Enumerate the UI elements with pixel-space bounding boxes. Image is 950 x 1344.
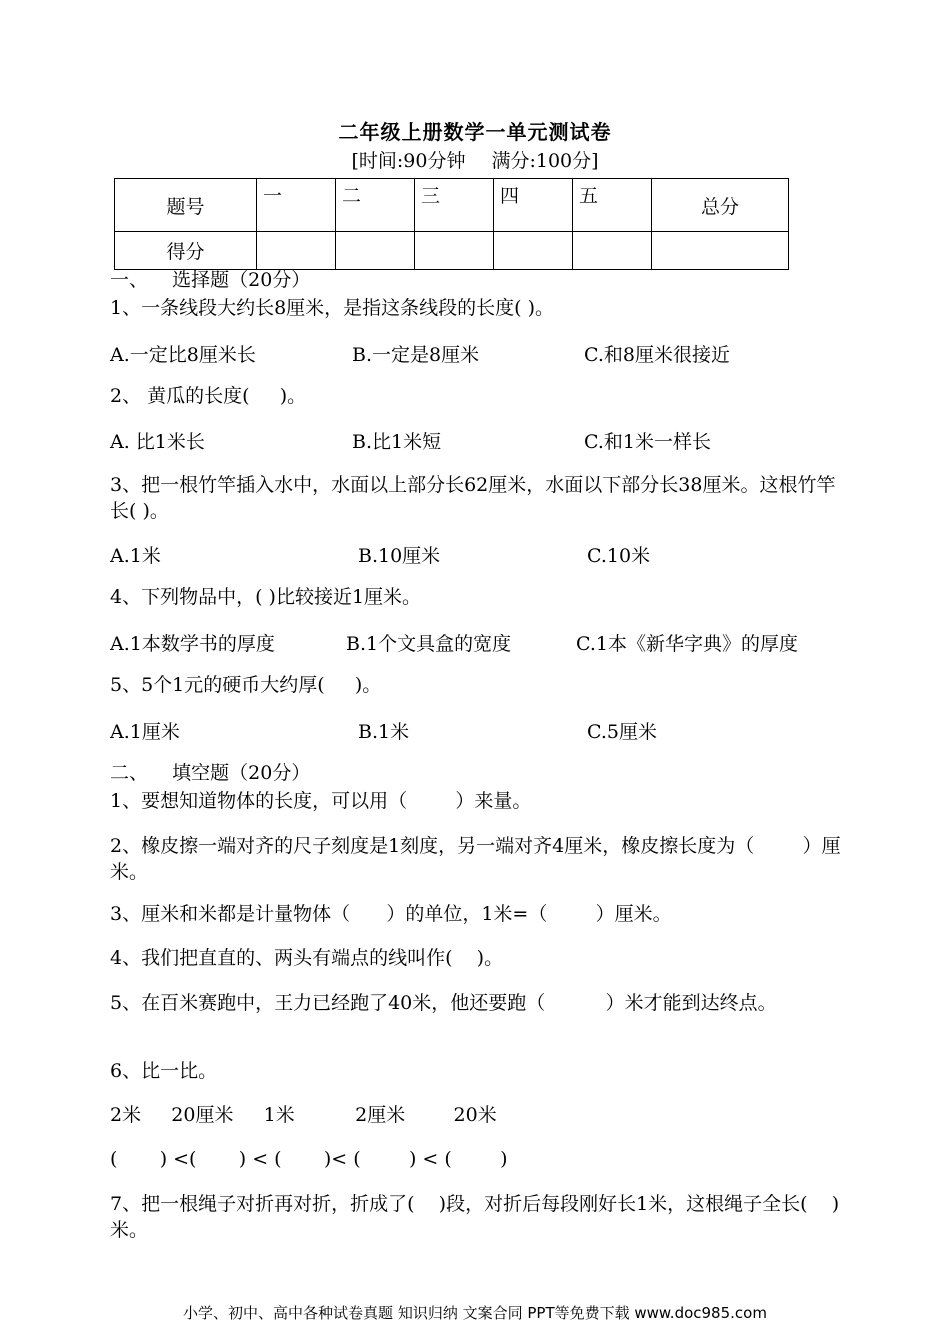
total-score-cell[interactable]	[652, 232, 789, 270]
question-text: 4、下列物品中，( )比较接近1厘米。	[110, 586, 422, 608]
question-text: 1、一条线段大约长8厘米，是指这条线段的长度( )。	[110, 297, 555, 319]
option-c: C.1本《新华字典》的厚度	[576, 633, 798, 655]
fill-question: 5、在百米赛跑中，王力已经跑了40米，他还要跑（ ）米才能到达终点。	[110, 992, 777, 1014]
column-5-label: 五	[573, 179, 652, 232]
question-text: 2、 黄瓜的长度( )。	[110, 385, 307, 407]
option-c: C.10米	[587, 545, 651, 567]
column-3-label: 三	[415, 179, 494, 232]
option-c: C.和8厘米很接近	[584, 344, 730, 366]
option-a: A.一定比8厘米长	[110, 344, 256, 366]
question-text: 5、5个1元的硬币大约厚( )。	[110, 674, 382, 696]
column-1-label: 一	[257, 179, 336, 232]
question-number-header: 题号	[115, 179, 257, 232]
score-table-score-row	[115, 232, 789, 270]
option-b: B.一定是8厘米	[352, 344, 480, 366]
fill-question: 6、比一比。	[110, 1060, 218, 1082]
page-footer: 小学、初中、高中各种试卷真题 知识归纳 文案合同 PPT等免费下载 www.doc985.com	[183, 1304, 767, 1322]
score-row-header: 得分	[115, 232, 257, 270]
option-a: A.1米	[110, 545, 161, 567]
column-4-label: 四	[494, 179, 573, 232]
section-2-heading: 二、 填空题（20分）	[110, 762, 311, 784]
score-cell[interactable]	[494, 232, 573, 270]
exam-info	[0, 146, 950, 173]
option-a: A.1厘米	[110, 721, 180, 743]
score-cell[interactable]	[336, 232, 415, 270]
option-b: B.1米	[358, 721, 410, 743]
option-c: C.和1米一样长	[584, 431, 711, 453]
option-c: C.5厘米	[587, 721, 657, 743]
compare-values: 2米 20厘米 1米 2厘米 20米	[110, 1104, 497, 1126]
exam-full-score: 满分:100分]	[491, 150, 599, 172]
score-table	[114, 178, 789, 270]
section-1-heading: 一、 选择题（20分）	[110, 269, 311, 291]
option-b: B.比1米短	[352, 431, 442, 453]
compare-blanks[interactable]: ( ) <( ) < ( )< ( ) < ( )	[110, 1148, 508, 1170]
fill-question: 3、厘米和米都是计量物体（ ）的单位，1米=（ ）厘米。	[110, 903, 672, 925]
option-b: B.10厘米	[358, 545, 441, 567]
page-title: 二年级上册数学一单元测试卷	[338, 120, 612, 144]
score-table-header-row	[115, 179, 789, 232]
question-text: 3、把一根竹竿插入水中，水面以上部分长62厘米，水面以下部分长38厘米。这根竹竿长( )。	[110, 474, 836, 522]
fill-question: 7、把一根绳子对折再对折，折成了( )段，对折后每段刚好长1米，这根绳子全长( )米。	[110, 1193, 840, 1241]
fill-question: 2、橡皮擦一端对齐的尺子刻度是1刻度，另一端对齐4厘米，橡皮擦长度为（ ）厘米。	[110, 835, 841, 883]
total-score-header: 总分	[652, 179, 789, 232]
option-a: A.1本数学书的厚度	[110, 633, 275, 655]
fill-question: 4、我们把直直的、两头有端点的线叫作( )。	[110, 947, 504, 969]
exam-time: [时间:90分钟	[351, 150, 466, 172]
score-cell[interactable]	[573, 232, 652, 270]
column-2-label: 二	[336, 179, 415, 232]
option-b: B.1个文具盒的宽度	[346, 633, 512, 655]
score-cell[interactable]	[257, 232, 336, 270]
option-a: A. 比1米长	[110, 431, 205, 453]
fill-question: 1、要想知道物体的长度，可以用（ ）来量。	[110, 790, 532, 812]
score-cell[interactable]	[415, 232, 494, 270]
